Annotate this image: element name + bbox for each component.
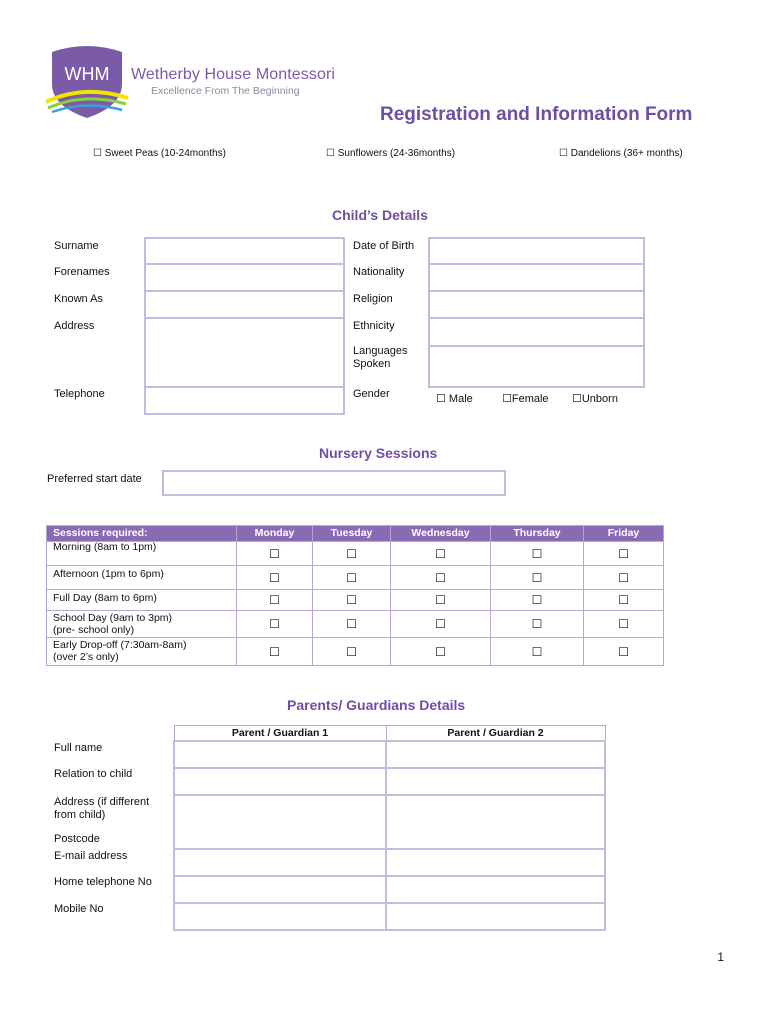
session-checkbox[interactable]: ☐	[491, 590, 584, 611]
group-sweet-peas-checkbox[interactable]: ☐ Sweet Peas (10-24months)	[93, 148, 226, 159]
session-checkbox[interactable]: ☐	[391, 566, 491, 590]
table-row	[174, 741, 605, 768]
session-checkbox[interactable]: ☐	[391, 542, 491, 566]
address-field[interactable]	[144, 317, 345, 388]
languages-label-line1: Languages	[353, 345, 408, 357]
guardian-2-address-field[interactable]	[386, 795, 605, 849]
email-label: E-mail address	[54, 850, 128, 862]
group-dandelions-checkbox[interactable]: ☐ Dandelions (36+ months)	[559, 148, 683, 159]
gender-female-checkbox[interactable]: ☐Female	[502, 393, 549, 405]
start-date-label: Preferred start date	[47, 473, 142, 485]
nationality-field[interactable]	[428, 263, 645, 292]
session-checkbox[interactable]: ☐	[313, 638, 391, 666]
table-row	[47, 542, 664, 566]
session-label: Morning (8am to 1pm)	[53, 541, 157, 553]
gender-label: Gender	[353, 388, 390, 400]
guardian-2-email-field[interactable]	[386, 849, 605, 876]
parents-table	[173, 725, 606, 931]
session-checkbox[interactable]: ☐	[584, 590, 664, 611]
monday-header: Monday	[237, 526, 313, 542]
guardian-1-header: Parent / Guardian 1	[174, 726, 386, 742]
postcode-label: Postcode	[54, 833, 100, 845]
logo-initials: WHM	[64, 64, 110, 84]
guardian-2-mobile-field[interactable]	[386, 903, 605, 930]
session-sublabel: (pre- school only)	[53, 624, 135, 636]
friday-header: Friday	[584, 526, 664, 542]
session-checkbox[interactable]: ☐	[584, 542, 664, 566]
home-tel-label: Home telephone No	[54, 876, 152, 888]
school-name: Wetherby House Montessori	[131, 66, 336, 83]
nationality-label: Nationality	[353, 266, 405, 278]
relation-label: Relation to child	[54, 768, 133, 780]
gender-unborn-checkbox[interactable]: ☐Unborn	[572, 393, 618, 405]
session-checkbox[interactable]: ☐	[391, 638, 491, 666]
guardian-2-header: Parent / Guardian 2	[386, 726, 605, 742]
guardian-1-mobile-field[interactable]	[174, 903, 386, 930]
form-title: Registration and Information Form	[380, 104, 693, 125]
guardian-1-address-field[interactable]	[174, 795, 386, 849]
session-checkbox[interactable]: ☐	[491, 566, 584, 590]
table-row	[174, 849, 605, 876]
session-checkbox[interactable]: ☐	[491, 611, 584, 638]
languages-field[interactable]	[428, 345, 645, 388]
session-checkbox[interactable]: ☐	[491, 542, 584, 566]
surname-field[interactable]	[144, 237, 345, 265]
session-checkbox[interactable]: ☐	[584, 611, 664, 638]
guardian-1-home-tel-field[interactable]	[174, 876, 386, 903]
religion-field[interactable]	[428, 290, 645, 319]
tuesday-header: Tuesday	[313, 526, 391, 542]
session-checkbox[interactable]: ☐	[237, 566, 313, 590]
session-checkbox[interactable]: ☐	[313, 611, 391, 638]
ethnicity-field[interactable]	[428, 317, 645, 347]
ethnicity-label: Ethnicity	[353, 320, 395, 332]
guardian-1-relation-field[interactable]	[174, 768, 386, 795]
session-checkbox[interactable]: ☐	[391, 611, 491, 638]
session-checkbox[interactable]: ☐	[237, 638, 313, 666]
session-label: Early Drop-off (7:30am-8am)	[53, 639, 187, 651]
parent-address-label-line2: from child)	[54, 809, 106, 821]
parent-address-label-line1: Address (if different	[54, 796, 150, 808]
page-number: 1	[717, 950, 724, 964]
session-checkbox[interactable]: ☐	[584, 638, 664, 666]
child-details-heading: Child’s Details	[332, 207, 428, 223]
parents-heading: Parents/ Guardians Details	[287, 697, 466, 713]
school-tagline: Excellence From The Beginning	[151, 85, 300, 97]
session-checkbox[interactable]: ☐	[313, 590, 391, 611]
thursday-header: Thursday	[491, 526, 584, 542]
session-label: Full Day (8am to 6pm)	[53, 592, 157, 604]
sessions-table	[46, 525, 664, 666]
sessions-required-header: Sessions required:	[47, 526, 237, 542]
start-date-field[interactable]	[162, 470, 506, 496]
session-checkbox[interactable]: ☐	[313, 566, 391, 590]
table-row	[174, 768, 605, 795]
languages-label-line2: Spoken	[353, 358, 391, 370]
sessions-header-row	[47, 526, 664, 542]
nursery-sessions-heading: Nursery Sessions	[319, 445, 438, 461]
guardian-2-relation-field[interactable]	[386, 768, 605, 795]
session-checkbox[interactable]: ☐	[391, 590, 491, 611]
session-checkbox[interactable]: ☐	[237, 542, 313, 566]
session-label: School Day (9am to 3pm)	[53, 612, 173, 624]
parents-header-row	[174, 726, 605, 742]
session-checkbox[interactable]: ☐	[237, 611, 313, 638]
address-label: Address	[54, 320, 95, 332]
gender-male-checkbox[interactable]: ☐ Male	[436, 393, 473, 405]
dob-field[interactable]	[428, 237, 645, 265]
session-checkbox[interactable]: ☐	[313, 542, 391, 566]
telephone-label: Telephone	[54, 388, 105, 400]
telephone-field[interactable]	[144, 386, 345, 415]
table-row	[174, 876, 605, 903]
group-sunflowers-checkbox[interactable]: ☐ Sunflowers (24-36months)	[326, 148, 456, 159]
session-checkbox[interactable]: ☐	[491, 638, 584, 666]
session-checkbox[interactable]: ☐	[237, 590, 313, 611]
wednesday-header: Wednesday	[391, 526, 491, 542]
full-name-label: Full name	[54, 742, 103, 754]
table-row	[174, 795, 605, 849]
religion-label: Religion	[353, 293, 393, 305]
session-label: Afternoon (1pm to 6pm)	[53, 568, 164, 580]
surname-label: Surname	[54, 240, 99, 252]
guardian-1-email-field[interactable]	[174, 849, 386, 876]
dob-label: Date of Birth	[353, 240, 415, 252]
session-sublabel: (over 2’s only)	[53, 651, 119, 663]
guardian-2-full-name-field[interactable]	[386, 741, 605, 768]
school-logo	[44, 44, 130, 120]
table-row	[47, 638, 664, 666]
table-row	[47, 611, 664, 638]
forenames-field[interactable]	[144, 263, 345, 292]
table-row	[47, 566, 664, 590]
session-checkbox[interactable]: ☐	[584, 566, 664, 590]
guardian-1-full-name-field[interactable]	[174, 741, 386, 768]
known-as-label: Known As	[54, 293, 103, 305]
mobile-label: Mobile No	[54, 903, 104, 915]
forenames-label: Forenames	[54, 266, 110, 278]
table-row	[47, 590, 664, 611]
known-as-field[interactable]	[144, 290, 345, 319]
table-row	[174, 903, 605, 930]
guardian-2-home-tel-field[interactable]	[386, 876, 605, 903]
